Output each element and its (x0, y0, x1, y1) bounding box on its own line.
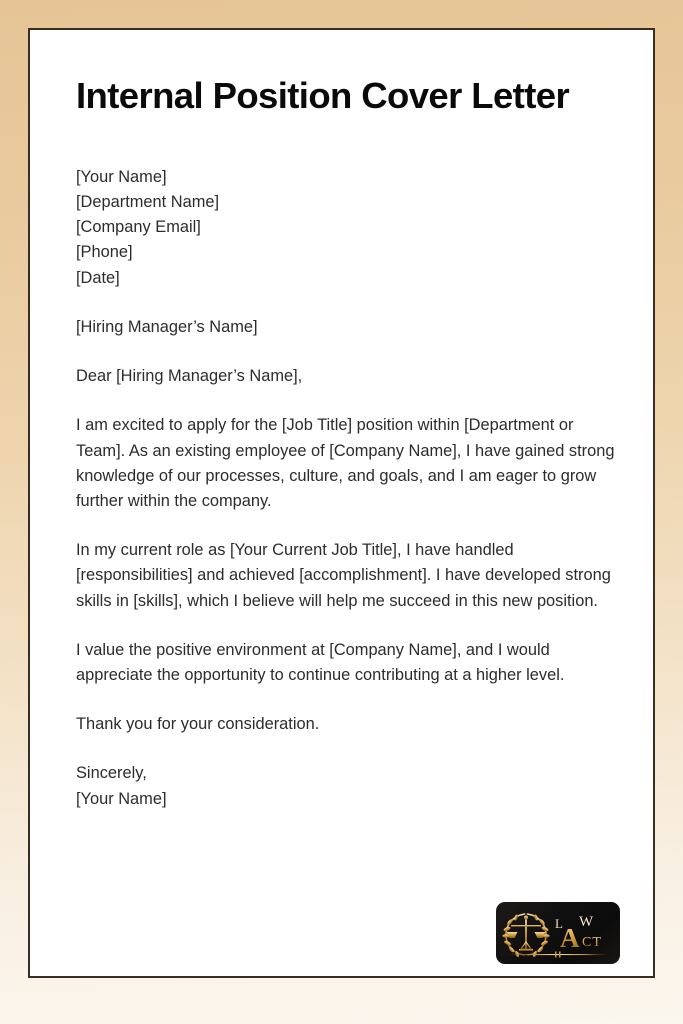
svg-text:W: W (579, 914, 594, 930)
recipient-block (76, 315, 617, 340)
salutation: Dear [Hiring Manager’s Name], (76, 367, 303, 386)
svg-text:CT: CT (582, 935, 602, 950)
document-sheet (28, 28, 655, 978)
body-paragraph: I value the positive environment at [Company Name], and I would appreciate the opportunity to continue contributing at a higher level. (76, 640, 565, 684)
sender-line: [Your Name] (76, 167, 167, 186)
sender-line: [Department Name] (76, 193, 220, 212)
letter-body (76, 165, 617, 812)
divider-ornament (508, 952, 608, 958)
body-paragraph: I am excited to apply for the [Job Title] position within [Department or Team]. As an existing employee of [Company Name], I have gained strong knowledge of our processes, culture, and goals, and I am eager to grow further within the company. (76, 416, 615, 510)
closing-line: Sincerely, (76, 764, 147, 783)
law-act-logo (496, 902, 620, 964)
body-paragraph: In my current role as [Your Current Job Title], I have handled [responsibilities] and achieved [accomplishment]. I have developed strong skills in [skills], which I believe will help me succeed in this new position. (76, 541, 611, 610)
sender-block (76, 165, 617, 291)
sender-line: [Phone] (76, 243, 133, 262)
sender-line: [Company Email] (76, 218, 201, 237)
recipient-line: [Hiring Manager’s Name] (76, 317, 258, 336)
svg-text:L: L (555, 916, 564, 931)
scales-of-justice-icon (502, 914, 550, 958)
signature-line: [Your Name] (76, 789, 167, 808)
logo-wordmark (555, 914, 602, 953)
page-title: Internal Position Cover Letter (76, 75, 570, 116)
sender-line: [Date] (76, 268, 120, 287)
svg-text:A: A (560, 923, 580, 953)
body-paragraph: Thank you for your consideration. (76, 715, 320, 734)
closing-block (76, 761, 617, 811)
